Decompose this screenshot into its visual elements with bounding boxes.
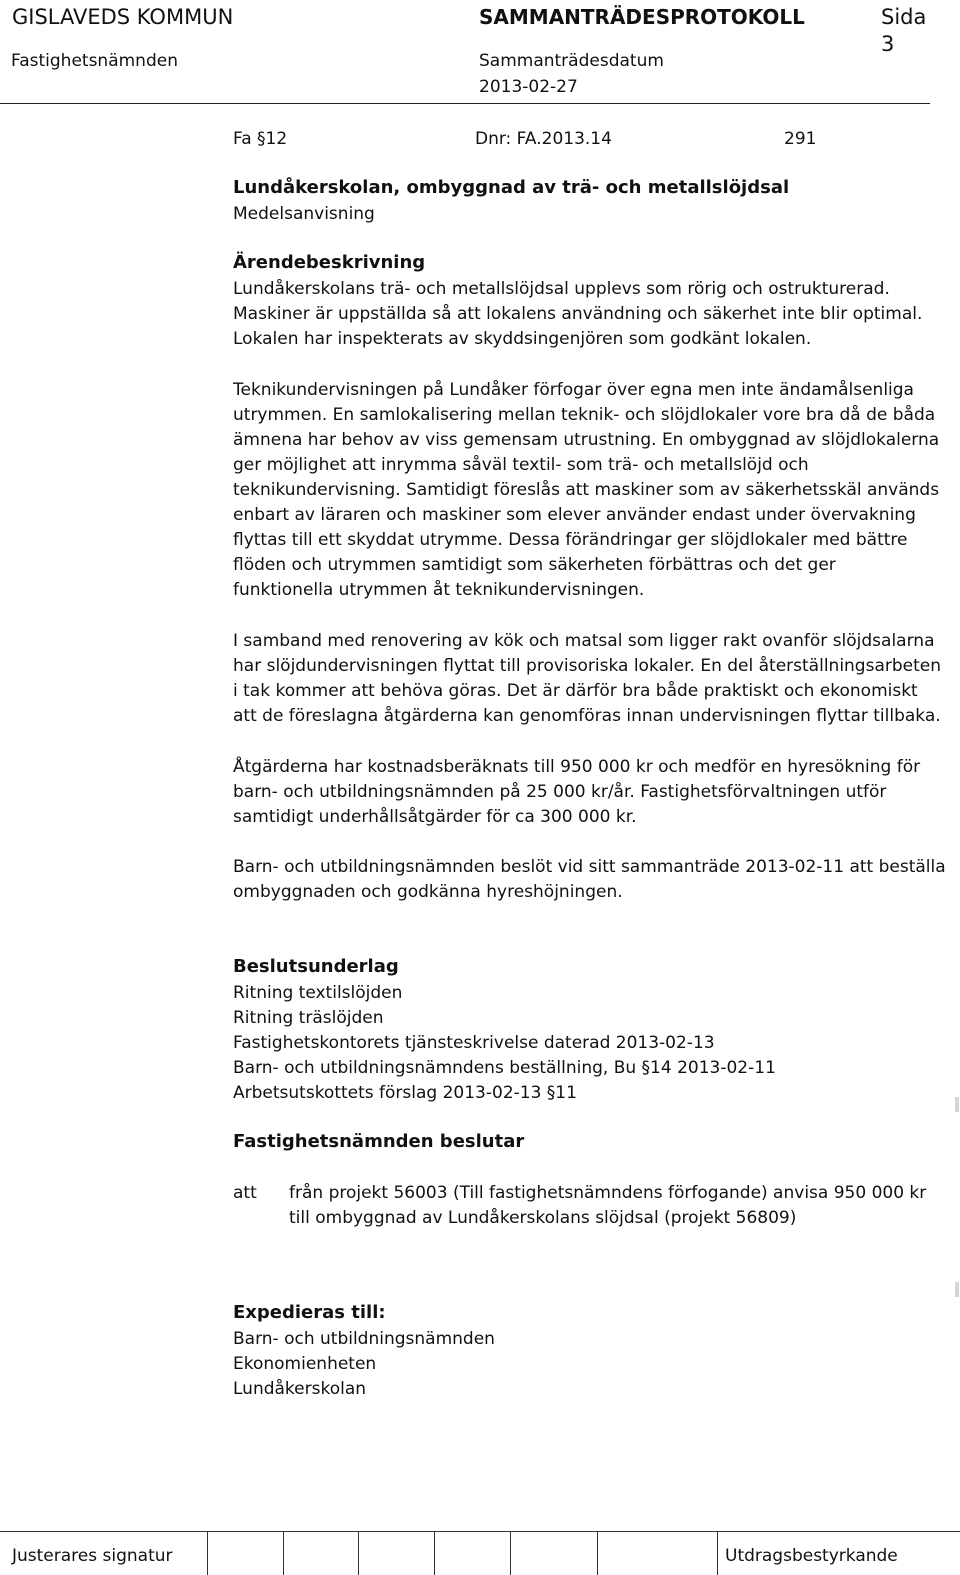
case-title: Lundåkerskolan, ombyggnad av trä- och metallslöjdsal [233,177,790,198]
description-paragraph-1 [233,277,957,352]
text-line: flöden och utrymmen samtidigt som säkerheten förbättras och det ger [233,555,836,575]
text-line: Lokalen har inspekterats av skyddsingenjören som godkänt lokalen. [233,329,812,349]
case-dnr: Dnr: FA.2013.14 [475,129,612,149]
description-paragraph-4 [233,755,957,830]
case-reference: 291 [784,129,817,149]
signature-label: Justerares signatur [12,1546,173,1566]
text-line: från projekt 56003 (Till fastighetsnämndens förfogande) anvisa 950 000 kr [289,1183,927,1203]
signature-box-divider [717,1531,718,1575]
municipality-name: GISLAVEDS KOMMUN [12,5,234,29]
text-line: barn- och utbildningsnämnden på 25 000 kr/år. Fastighetsförvaltningen utför [233,782,887,802]
text-line: teknikundervisning. Samtidigt föreslås att maskiner som av säkerhetsskäl används [233,480,940,500]
list-item: Fastighetskontorets tjänsteskrivelse daterad 2013-02-13 [233,1033,715,1053]
description-heading: Ärendebeskrivning [233,252,426,273]
text-line: har slöjdundervisningen flyttat till provisoriska lokaler. En del återställningsarbeten [233,656,942,676]
description-paragraph-5 [233,855,957,905]
text-line: ger möjlighet att inrymma såväl textil- som trä- och metallslöjd och [233,455,809,475]
basis-heading: Beslutsunderlag [233,956,399,977]
text-line: ämnena har behov av viss gemensam utrustning. En ombyggnad av slöjdlokalerna [233,430,940,450]
dispatch-heading: Expedieras till: [233,1302,386,1323]
text-line: funktionella utrymmen åt teknikundervisningen. [233,580,645,600]
signature-box-divider [510,1531,511,1575]
basis-list [233,981,957,1106]
header-rule [0,103,930,104]
list-item: Barn- och utbildningsnämnden [233,1329,495,1349]
text-line: Lundåkerskolans trä- och metallslöjdsal upplevs som rörig och ostrukturerad. [233,279,890,299]
text-line: att de föreslagna åtgärderna kan genomföras innan undervisningen flyttar tillbaka. [233,706,941,726]
case-subtitle: Medelsanvisning [233,204,375,224]
text-line: till ombyggnad av Lundåkerskolans slöjdsal (projekt 56809) [289,1208,797,1228]
decision-att-label: att [233,1183,257,1203]
text-line: Maskiner är uppställda så att lokalens användning och säkerhet inte blir optimal. [233,304,923,324]
description-paragraph-2 [233,378,957,603]
signature-box-divider [283,1531,284,1575]
text-line: ombyggnaden och godkänna hyreshöjningen. [233,882,623,902]
committee-name: Fastighetsnämnden [11,51,178,71]
document-type: SAMMANTRÄDESPROTOKOLL [479,5,805,29]
signature-box-divider [597,1531,598,1575]
decision-text [289,1181,926,1231]
signature-box-divider [434,1531,435,1575]
list-item: Ekonomienheten [233,1354,377,1374]
dispatch-list [233,1327,957,1402]
list-item: Lundåkerskolan [233,1379,367,1399]
list-item: Ritning textilslöjden [233,983,403,1003]
decision-heading: Fastighetsnämnden beslutar [233,1131,525,1152]
extract-label: Utdragsbestyrkande [725,1546,898,1566]
text-line: flyttas till ett skyddat utrymme. Dessa förändringar ger slöjdlokaler med bättre [233,530,908,550]
meeting-date: 2013-02-27 [479,77,578,97]
description-paragraph-3 [233,629,957,729]
text-line: i tak kommer att behöva göras. Det är därför bra både praktiskt och ekonomiskt [233,681,918,701]
text-line: Teknikundervisningen på Lundåker förfogar över egna men inte ändamålsenliga [233,380,914,400]
page-number: 3 [881,32,895,56]
text-line: samtidigt underhållsåtgärder för ca 300 000 kr. [233,807,637,827]
footer-rule [0,1531,960,1532]
text-line: I samband med renovering av kök och matsal som ligger rakt ovanför slöjdsalarna [233,631,935,651]
text-line: Åtgärderna har kostnadsberäknats till 950 000 kr och medför en hyresökning för [233,757,921,777]
text-line: enbart av läraren och maskiner som elever använder endast under övervakning [233,505,916,525]
scan-edge-mark [955,1282,959,1297]
list-item: Barn- och utbildningsnämndens beställning, Bu §14 2013-02-11 [233,1058,776,1078]
meeting-date-label: Sammanträdesdatum [479,51,664,71]
signature-box-divider [207,1531,208,1575]
list-item: Arbetsutskottets förslag 2013-02-13 §11 [233,1083,577,1103]
list-item: Ritning träslöjden [233,1008,384,1028]
signature-box-divider [358,1531,359,1575]
text-line: Barn- och utbildningsnämnden beslöt vid sitt sammanträde 2013-02-11 att beställa [233,857,946,877]
text-line: utrymmen. En samlokalisering mellan teknik- och slöjdlokaler vore bra då de båda [233,405,936,425]
case-paragraph: Fa §12 [233,129,288,149]
page-label: Sida [881,5,927,29]
